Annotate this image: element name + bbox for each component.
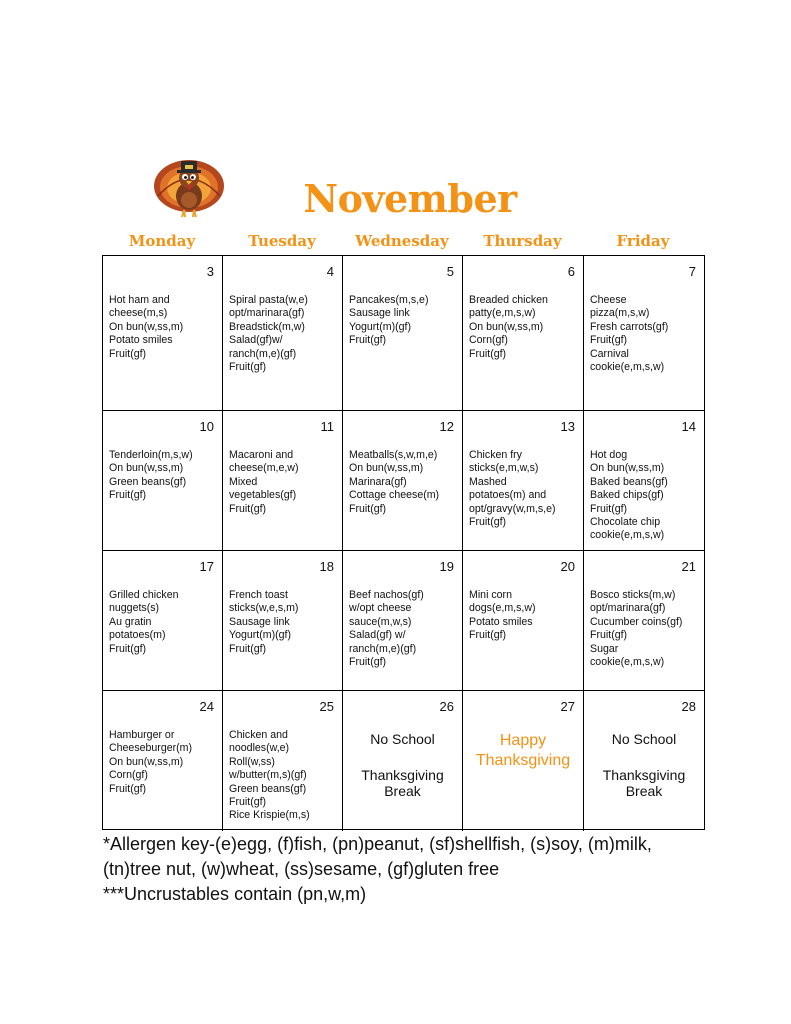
menu-items: Bosco sticks(m,w) opt/marinara(gf) Cucumber coins(gf) Fruit(gf) Sugar cookie(e,m,s,w) (590, 589, 683, 669)
date-number: 18 (319, 559, 334, 574)
menu-items: Tenderloin(m,s,w) On bun(w,ss,m) Green beans(gf) Fruit(gf) (109, 449, 193, 502)
menu-items: Pancakes(m,s,e) Sausage link Yogurt(m)(gf) Fruit(gf) (349, 294, 429, 347)
day-cell (584, 691, 704, 831)
date-number: 10 (199, 419, 214, 434)
allergen-key (103, 832, 743, 907)
menu-items: Grilled chicken nuggets(s) Au gratin potatoes(m) Fruit(gf) (109, 589, 179, 655)
date-number: 6 (567, 264, 575, 279)
menu-items: French toast sticks(w,e,s,m) Sausage link Yogurt(m)(gf) Fruit(gf) (229, 589, 299, 655)
uncrustables-note: ***Uncrustables contain (pn,w,m) (103, 884, 367, 904)
no-school-label: No School (370, 731, 435, 747)
day-cell (103, 256, 223, 411)
date-number: 13 (560, 419, 575, 434)
menu-items: Meatballs(s,w,m,e) On bun(w,ss,m) Marinara(gf) Cottage cheese(m) Fruit(gf) (349, 449, 440, 515)
day-cell (343, 256, 463, 411)
date-number: 14 (681, 419, 696, 434)
day-cell (463, 256, 584, 411)
break-label: Thanksgiving (602, 767, 686, 783)
menu-items: Chicken and noodles(w,e) Roll(w,ss) w/butter(m,s)(gf) Green beans(gf) Fruit(gf) Rice Krispie(m,s) (229, 729, 310, 822)
holiday-label: Happy (499, 732, 547, 749)
day-cell (223, 691, 343, 831)
date-number: 5 (446, 264, 454, 279)
date-number: 17 (199, 559, 214, 574)
date-number: 26 (439, 699, 454, 714)
menu-items: Breaded chicken patty(e,m,s,w) On bun(w,ss,m) Corn(gf) Fruit(gf) (469, 294, 548, 360)
day-cell (463, 551, 584, 691)
weekday-monday: Monday (128, 232, 196, 250)
menu-items: Hot dog On bun(w,ss,m) Baked beans(gf) Baked chips(gf) Fruit(gf) Chocolate chip cookie(e,m,s,w) (590, 449, 668, 542)
menu-items: Hot ham and cheese(m,s) On bun(w,ss,m) Potato smiles Fruit(gf) (109, 294, 184, 360)
allergen-key-line-2: (tn)tree nut, (w)wheat, (ss)sesame, (gf)gluten free (103, 859, 500, 879)
break-label: Break (384, 783, 421, 799)
day-cell (103, 551, 223, 691)
menu-items: Macaroni and cheese(m,e,w) Mixed vegetables(gf) Fruit(gf) (229, 449, 299, 515)
weekday-header-row (102, 232, 705, 256)
weekday-wednesday: Wednesday (355, 232, 449, 250)
menu-items: Chicken fry sticks(e,m,w,s) Mashed potatoes(m) and opt/gravy(w,m,s,e) Fruit(gf) (469, 449, 556, 529)
date-number: 24 (199, 699, 214, 714)
day-cell (223, 411, 343, 551)
day-cell (584, 551, 704, 691)
date-number: 25 (319, 699, 334, 714)
day-cell (584, 411, 704, 551)
date-number: 11 (320, 419, 334, 434)
menu-items: Hamburger or Cheeseburger(m) On bun(w,ss,m) Corn(gf) Fruit(gf) (109, 729, 193, 795)
menu-items: Spiral pasta(w,e) opt/marinara(gf) Breadstick(m,w) Salad(gf)w/ ranch(m,e)(gf) Fruit(gf) (229, 294, 308, 374)
date-number: 19 (439, 559, 454, 574)
day-cell (103, 411, 223, 551)
day-cell (343, 691, 463, 831)
day-cell (343, 551, 463, 691)
no-school-label: No School (611, 731, 677, 747)
page-title: November (303, 176, 517, 221)
day-cell (103, 691, 223, 831)
weekday-tuesday: Tuesday (248, 232, 316, 250)
date-number: 21 (681, 559, 696, 574)
day-cell (223, 551, 343, 691)
date-number: 20 (560, 559, 575, 574)
day-cell (343, 411, 463, 551)
menu-items: Mini corn dogs(e,m,s,w) Potato smiles Fruit(gf) (469, 589, 536, 642)
turkey-icon (152, 156, 226, 220)
calendar-grid (102, 255, 705, 830)
weekday-thursday: Thursday (483, 232, 562, 250)
date-number: 27 (560, 699, 575, 714)
date-number: 7 (688, 264, 696, 279)
day-cell (584, 256, 704, 411)
day-cell (463, 691, 584, 831)
day-cell (463, 411, 584, 551)
date-number: 4 (326, 264, 334, 279)
day-cell (223, 256, 343, 411)
menu-items: Beef nachos(gf) w/opt cheese sauce(m,w,s) Salad(gf) w/ ranch(m,e)(gf) Fruit(gf) (349, 589, 424, 669)
date-number: 3 (206, 264, 214, 279)
break-label: Thanksgiving (361, 767, 444, 783)
date-number: 12 (439, 419, 454, 434)
holiday-label: Thanksgiving (475, 752, 571, 769)
allergen-key-line-1: *Allergen key-(e)egg, (f)fish, (pn)peanut, (sf)shellfish, (s)soy, (m)milk, (103, 834, 652, 854)
weekday-friday: Friday (616, 232, 670, 250)
break-label: Break (625, 783, 663, 799)
menu-items: Cheese pizza(m,s,w) Fresh carrots(gf) Fruit(gf) Carnival cookie(e,m,s,w) (590, 294, 669, 374)
date-number: 28 (681, 699, 696, 714)
